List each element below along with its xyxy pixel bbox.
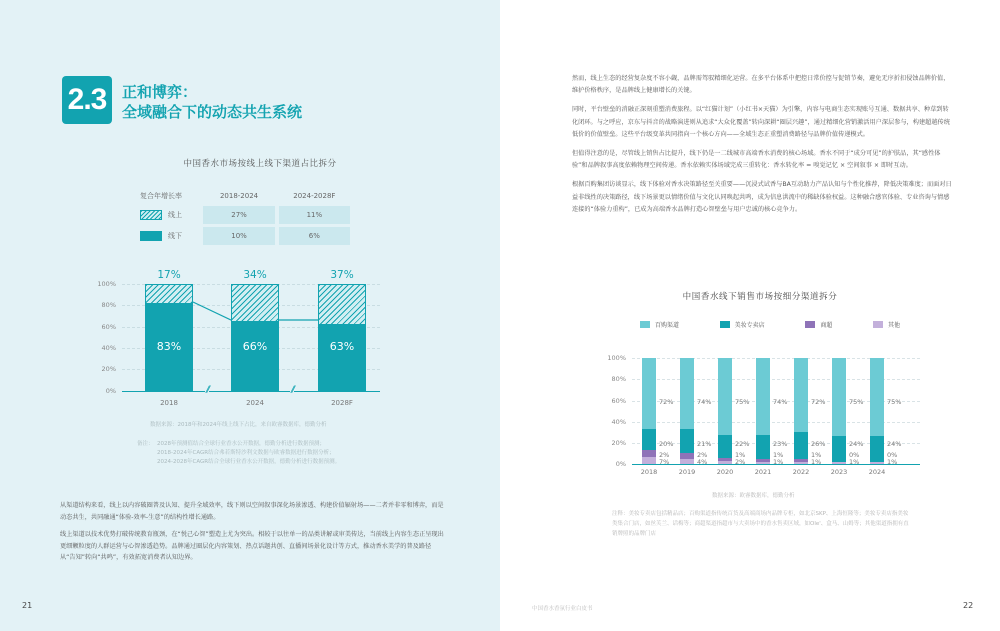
offline-segment [319, 324, 365, 391]
legend-item: 商超 [805, 320, 832, 329]
note-line: 2028年预测值结合全球行业香水公开数据，德勤分析进行数据预测； [157, 441, 325, 447]
segment-supermarket [756, 459, 770, 462]
value-label: 2% [697, 451, 708, 459]
x-label: 2028F [331, 399, 353, 407]
cagr-value: 10% [203, 227, 274, 245]
value-label: 1% [811, 458, 822, 466]
online-hatch-swatch-icon [140, 210, 162, 220]
x-label: 2022 [792, 468, 810, 476]
value-label: 1% [773, 451, 784, 459]
segment-department-store [756, 358, 770, 435]
section-number-badge: 2.3 [62, 76, 112, 124]
segment-department-store [794, 358, 808, 432]
y-tick: 100% [97, 280, 116, 288]
axis-break-icon: // [291, 385, 294, 395]
chart1-notes [137, 440, 340, 467]
value-label: 75% [849, 398, 864, 406]
paragraph: 线上渠道以技术优势打破传统教育瓶颈，在“悦己心智”塑造上尤为突出。相较于以往单一的品类讲解或审美传达，当前线上内容生态正呈现出更细颗粒度的人群运营与心智渗透趋势。品牌通过圈层化内容策划、热点话题共创、直播间场景化设计等方式，推动香水美学的普及路径从“告知”转向“共鸣”，有效拓宽消费者认知边界。 [60, 531, 444, 561]
value-label: 75% [735, 398, 750, 406]
section-title-line2: 全域融合下的动态共生系统 [122, 103, 303, 121]
y-tick: 20% [611, 439, 626, 447]
x-label: 2019 [678, 468, 696, 476]
chart2-legend [640, 320, 900, 329]
notes-label: 备注： [137, 441, 154, 447]
offline-share-label: 63% [329, 340, 355, 353]
value-label: 7% [659, 458, 670, 466]
value-label: 20% [659, 440, 674, 448]
y-tick: 40% [101, 344, 116, 352]
value-label: 24% [887, 440, 902, 448]
offline-share-label: 83% [156, 340, 182, 353]
paragraph: 根据百购集团访谈显示，线下体验对香水决策路径至关重要——沉浸式试香与BA互动助力产品认知与个性化推荐，降低决策难度；而面对日益非线性的决策路径，线下场景更以情绪价值与文化认同唤起共鸣，成为信息洪流中的稀缺体验权益。这种融合感官体验、专业咨询与情感连接的“体验力重构”，已成为高端香水品牌打造心智壁垒与用户忠诚的核心竞争力。 [572, 181, 952, 213]
online-share-label: 34% [243, 269, 267, 281]
y-tick: 80% [101, 301, 116, 309]
chart2-title: 中国香水线下销售市场按细分渠道拆分 [682, 292, 838, 302]
value-label: 0% [849, 451, 860, 459]
section-title [122, 82, 302, 122]
chart2-source: 数据来源：欧睿数据库，德勤分析 [712, 493, 795, 499]
segment-department-store [870, 358, 884, 436]
cagr-header-row [140, 190, 350, 202]
segment-beauty-store [794, 432, 808, 459]
segment-supermarket [794, 459, 808, 462]
y-tick: 60% [101, 323, 116, 331]
left-body-text [60, 500, 446, 570]
segment-department-store [832, 358, 846, 436]
offline-share-label: 66% [242, 340, 268, 353]
bar-2020 [718, 358, 732, 464]
paragraph: 然而，线上生态的经营复杂度不容小觑，品牌需驾驭精细化运营。在多平台体系中把控日常价控与促销节奏，避免无序折扣侵蚀品牌价值，维护价格秩序，是品牌线上健康增长的关键。 [572, 75, 950, 95]
value-label: 2% [735, 458, 746, 466]
x-label: 2021 [754, 468, 772, 476]
x-label: 2018 [160, 399, 178, 407]
x-label: 2023 [830, 468, 848, 476]
offline-segment [232, 321, 278, 391]
online-share-label: 17% [157, 269, 181, 281]
legend-item: 美妆专卖店 [720, 320, 765, 329]
bar-2022 [794, 358, 808, 464]
y-tick: 0% [615, 460, 626, 468]
segment-department-store [642, 358, 656, 429]
bar-2023 [832, 358, 846, 464]
value-label: 1% [811, 451, 822, 459]
y-tick: 0% [105, 387, 116, 395]
cagr-value: 27% [203, 206, 274, 224]
segment-beauty-store [870, 436, 884, 461]
value-label: 2% [659, 451, 670, 459]
x-axis [122, 391, 380, 392]
x-label: 2024 [868, 468, 886, 476]
legend-item: 其他 [873, 320, 900, 329]
bar-2018 [145, 284, 193, 392]
segment-other [642, 457, 656, 464]
legend-swatch-icon [720, 321, 730, 328]
value-label: 23% [773, 440, 788, 448]
note-line: 2024-2028年CAGR结合全球行业香水公开数据，德勤分析进行数据预测。 [157, 459, 341, 465]
online-segment [232, 285, 278, 321]
segment-beauty-store [642, 429, 656, 450]
chart2-plot [600, 345, 920, 480]
cagr-table [140, 190, 350, 248]
chart1-plot [90, 265, 380, 415]
value-label: 75% [887, 398, 902, 406]
page-number-right: 22 [963, 601, 974, 610]
value-label: 1% [887, 458, 898, 466]
online-share-label: 37% [330, 269, 354, 281]
legend-swatch-icon [805, 321, 815, 328]
cagr-value: 11% [279, 206, 350, 224]
cagr-value: 6% [279, 227, 350, 245]
y-tick: 100% [607, 354, 626, 362]
x-label: 2018 [640, 468, 658, 476]
value-label: 72% [659, 398, 674, 406]
legend-item: 百购渠道 [640, 320, 679, 329]
bar-2018 [642, 358, 656, 464]
bar-2028f [318, 284, 366, 392]
value-label: 22% [735, 440, 750, 448]
value-label: 74% [697, 398, 712, 406]
cagr-header-label: 复合年增长率 [140, 192, 182, 200]
offline-solid-swatch-icon [140, 231, 162, 241]
segment-department-store [718, 358, 732, 435]
legend-swatch-icon [640, 321, 650, 328]
segment-beauty-store [680, 429, 694, 453]
cagr-header-period2: 2024-2028F [293, 192, 336, 200]
value-label: 72% [811, 398, 826, 406]
x-axis [632, 464, 920, 465]
bar-2024 [231, 284, 279, 392]
online-segment [319, 285, 365, 324]
x-label: 2020 [716, 468, 734, 476]
bar-2019 [680, 358, 694, 464]
bar-2024 [870, 358, 884, 464]
value-label: 1% [773, 458, 784, 466]
axis-break-icon: // [206, 385, 209, 395]
value-label: 26% [811, 440, 826, 448]
cagr-row-online [140, 206, 350, 224]
cagr-row-offline [140, 227, 350, 245]
value-label: 21% [697, 440, 712, 448]
cagr-row-label: 线下 [168, 232, 182, 240]
value-label: 0% [887, 451, 898, 459]
section-title-line1: 正和博弈： [122, 83, 198, 101]
value-label: 74% [773, 398, 788, 406]
segment-beauty-store [718, 435, 732, 457]
paragraph: 从渠道结构来看，线上以内容破圈普及认知、提升全域效率，线下则以空间叙事深化场景渗透、构建价值辐射场——二者并非零和博弈，而是动态共生，共同融通“体验-效率-生意”的结构性增长通路。 [60, 502, 444, 521]
segment-department-store [680, 358, 694, 429]
value-label: 24% [849, 440, 864, 448]
segment-supermarket [642, 450, 656, 456]
segment-beauty-store [756, 435, 770, 458]
y-tick: 20% [101, 365, 116, 373]
bar-2021 [756, 358, 770, 464]
cagr-header-period1: 2018-2024 [219, 192, 259, 200]
value-label: 4% [697, 458, 708, 466]
note-line: 2018-2024年CAGR结合弗若斯特沙利文数据与欧睿数据进行数据分析； [157, 450, 335, 456]
chart2-notes: 注释：美妆专卖店包括精品店；百购渠道指传统百货及高端商场内品牌专柜，如北京SKP、上海恒隆等；美妆专卖店指美妆类集合门店，如丝芙兰、话梅等；商超渠道指超市与大卖场中的香水售卖区域，如Ole'、盒马、山姆等；其他渠道指拥有直销牌照的品牌门店 [612, 511, 909, 537]
segment-beauty-store [832, 436, 846, 461]
footer-report-title: 中国香水香氛行业白皮书 [532, 606, 593, 612]
cagr-row-label: 线上 [168, 211, 182, 219]
segment-supermarket [718, 458, 732, 461]
legend-swatch-icon [873, 321, 883, 328]
value-label: 1% [735, 451, 746, 459]
right-body-text [572, 73, 954, 223]
x-label: 2024 [246, 399, 264, 407]
paragraph: 同时，平台壁垒的消融正深刻重塑消费旅程。以“红猫计划”（小红书×天猫）为引擎，内容与电商生态实现账号互通、数据共享、种草到转化闭环。与之呼应，京东与抖音的战略演进则从追求“大众化覆盖”转向深耕“圈层兴趣”，通过精细化营销激活用户深层参与，构建超越传统低价的价值壁垒。这些平台级变革共同指向一个核心方向——全域生态正重塑消费路径与品牌价值传递模式。 [572, 106, 950, 138]
chart1-title: 中国香水市场按线上线下渠道占比拆分 [183, 159, 337, 169]
y-tick: 60% [611, 397, 626, 405]
paragraph: 但值得注意的是，尽管线上销售占比提升，线下仍是一二线城市高端香水消费的核心场域。香水不同于“成分可见”的护肤品，其“感性体验”和品牌叙事高度依赖物理空间传递。香水依赖实体场域完成三重转化：香水转化率 = 嗅觉记忆 × 空间叙事 × 即时互动。 [572, 150, 941, 170]
page-number-left: 21 [22, 601, 33, 610]
online-segment [146, 285, 192, 303]
y-tick: 40% [611, 418, 626, 426]
chart1-source: 数据来源：2018年和2024年线上线下占比，来自欧睿数据库，德勤分析 [150, 422, 327, 428]
value-label: 1% [849, 458, 860, 466]
segment-supermarket [680, 453, 694, 458]
y-tick: 80% [611, 375, 626, 383]
